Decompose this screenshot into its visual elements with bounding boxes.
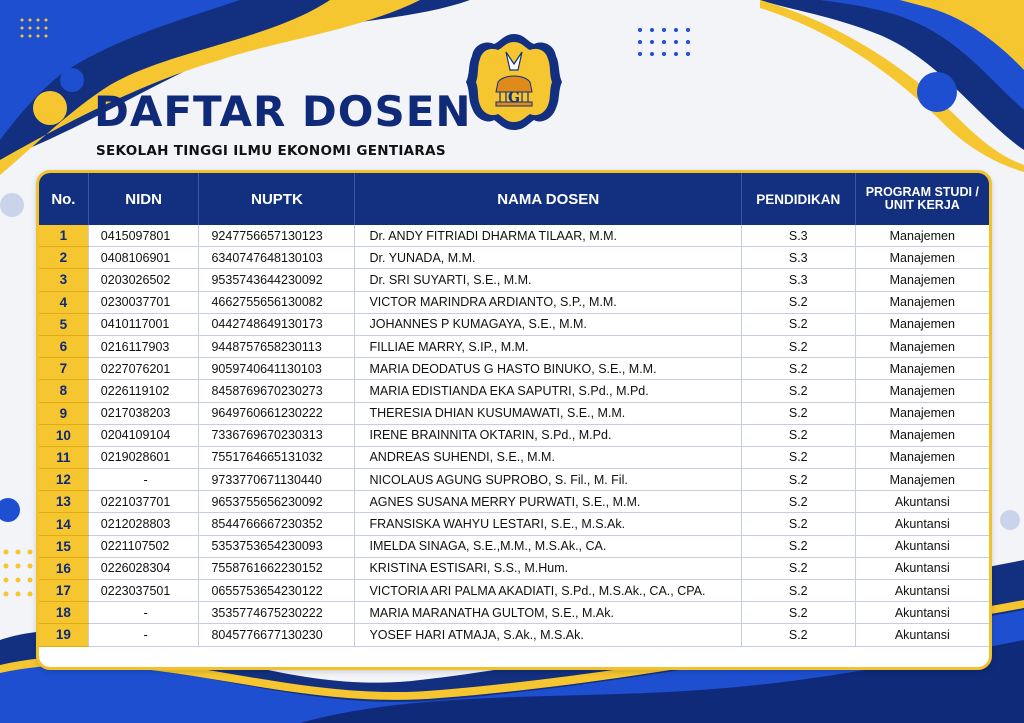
nuptk-cell: 9649760661230222 [199, 402, 355, 424]
program-cell: Manajemen [855, 358, 989, 380]
nidn-cell: - [88, 624, 199, 646]
table-row [39, 469, 989, 491]
program-cell: Akuntansi [855, 580, 989, 602]
table-row [39, 380, 989, 402]
nidn-cell: 0204109104 [88, 424, 199, 446]
row-number: 5 [39, 313, 88, 335]
table-row [39, 580, 989, 602]
name-cell: FRANSISKA WAHYU LESTARI, S.E., M.S.Ak. [355, 513, 741, 535]
nidn-cell: 0415097801 [88, 225, 199, 247]
logo-letter: G [508, 90, 520, 106]
nidn-cell: 0221107502 [88, 535, 199, 557]
table-row [39, 335, 989, 357]
column-header-nidn: NIDN [88, 173, 199, 225]
nidn-cell: 0216117903 [88, 335, 199, 357]
education-cell: S.2 [741, 358, 855, 380]
education-cell: S.2 [741, 491, 855, 513]
education-cell: S.3 [741, 269, 855, 291]
page-subtitle: SEKOLAH TINGGI ILMU EKONOMI GENTIARAS [96, 143, 446, 159]
program-cell: Manajemen [855, 225, 989, 247]
name-cell: ANDREAS SUHENDI, S.E., M.M. [355, 446, 741, 468]
table-row [39, 624, 989, 646]
program-cell: Akuntansi [855, 513, 989, 535]
page-title: DAFTAR DOSEN [94, 87, 472, 136]
program-cell: Manajemen [855, 380, 989, 402]
nuptk-cell: 4662755656130082 [199, 291, 355, 313]
name-cell: MARIA MARANATHA GULTOM, S.E., M.Ak. [355, 602, 741, 624]
row-number: 4 [39, 291, 88, 313]
nuptk-cell: 9059740641130103 [199, 358, 355, 380]
education-cell: S.2 [741, 580, 855, 602]
program-cell: Manajemen [855, 291, 989, 313]
nidn-cell: 0410117001 [88, 313, 199, 335]
program-cell: Akuntansi [855, 624, 989, 646]
education-cell: S.2 [741, 380, 855, 402]
nuptk-cell: 7558761662230152 [199, 557, 355, 579]
row-number: 17 [39, 580, 88, 602]
college-logo [462, 30, 566, 134]
program-cell: Manajemen [855, 335, 989, 357]
nuptk-cell: 0655753654230122 [199, 580, 355, 602]
program-cell: Akuntansi [855, 535, 989, 557]
education-cell: S.2 [741, 557, 855, 579]
row-number: 3 [39, 269, 88, 291]
lecturer-table [39, 173, 989, 647]
nidn-cell: 0212028803 [88, 513, 199, 535]
nidn-cell: 0227076201 [88, 358, 199, 380]
nidn-cell: 0219028601 [88, 446, 199, 468]
row-number: 18 [39, 602, 88, 624]
name-cell: Dr. SRI SUYARTI, S.E., M.M. [355, 269, 741, 291]
nidn-cell: 0221037701 [88, 491, 199, 513]
row-number: 15 [39, 535, 88, 557]
program-cell: Manajemen [855, 469, 989, 491]
table-row [39, 247, 989, 269]
nidn-cell: 0226119102 [88, 380, 199, 402]
name-cell: IMELDA SINAGA, S.E.,M.M., M.S.Ak., CA. [355, 535, 741, 557]
nuptk-cell: 8458769670230273 [199, 380, 355, 402]
nuptk-cell: 8544766667230352 [199, 513, 355, 535]
nuptk-cell: 9733770671130440 [199, 469, 355, 491]
row-number: 19 [39, 624, 88, 646]
name-cell: FILLIAE MARRY, S.IP., M.M. [355, 335, 741, 357]
name-cell: VICTORIA ARI PALMA AKADIATI, S.Pd., M.S.Ak., CA., CPA. [355, 580, 741, 602]
name-cell: Dr. ANDY FITRIADI DHARMA TILAAR, M.M. [355, 225, 741, 247]
row-number: 10 [39, 424, 88, 446]
education-cell: S.2 [741, 313, 855, 335]
table-row [39, 291, 989, 313]
name-cell: IRENE BRAINNITA OKTARIN, S.Pd., M.Pd. [355, 424, 741, 446]
name-cell: AGNES SUSANA MERRY PURWATI, S.E., M.M. [355, 491, 741, 513]
table-row [39, 424, 989, 446]
table-row [39, 535, 989, 557]
nidn-cell: 0223037501 [88, 580, 199, 602]
column-header-nuptk: NUPTK [199, 173, 355, 225]
table-row [39, 225, 989, 247]
name-cell: YOSEF HARI ATMAJA, S.Ak., M.S.Ak. [355, 624, 741, 646]
nidn-cell: 0226028304 [88, 557, 199, 579]
nuptk-cell: 6340747648130103 [199, 247, 355, 269]
education-cell: S.2 [741, 513, 855, 535]
program-cell: Manajemen [855, 269, 989, 291]
table-row [39, 602, 989, 624]
row-number: 9 [39, 402, 88, 424]
education-cell: S.2 [741, 535, 855, 557]
name-cell: JOHANNES P KUMAGAYA, S.E., M.M. [355, 313, 741, 335]
nidn-cell: 0203026502 [88, 269, 199, 291]
nuptk-cell: 9448757658230113 [199, 335, 355, 357]
education-cell: S.3 [741, 225, 855, 247]
table-body [39, 225, 989, 646]
table-row [39, 313, 989, 335]
row-number: 13 [39, 491, 88, 513]
nuptk-cell: 3535774675230222 [199, 602, 355, 624]
nuptk-cell: 8045776677130230 [199, 624, 355, 646]
row-number: 2 [39, 247, 88, 269]
program-cell: Akuntansi [855, 557, 989, 579]
name-cell: KRISTINA ESTISARI, S.S., M.Hum. [355, 557, 741, 579]
table-row [39, 446, 989, 468]
program-cell: Manajemen [855, 424, 989, 446]
education-cell: S.2 [741, 424, 855, 446]
column-header-program-studi: PROGRAM STUDI / UNIT KERJA [855, 173, 989, 225]
row-number: 16 [39, 557, 88, 579]
name-cell: VICTOR MARINDRA ARDIANTO, S.P., M.M. [355, 291, 741, 313]
row-number: 12 [39, 469, 88, 491]
nidn-cell: - [88, 469, 199, 491]
table-row [39, 491, 989, 513]
column-header-nama: NAMA DOSEN [355, 173, 741, 225]
row-number: 8 [39, 380, 88, 402]
nuptk-cell: 9247756657130123 [199, 225, 355, 247]
education-cell: S.2 [741, 291, 855, 313]
program-cell: Manajemen [855, 313, 989, 335]
nuptk-cell: 7551764665131032 [199, 446, 355, 468]
table-row [39, 513, 989, 535]
education-cell: S.2 [741, 402, 855, 424]
name-cell: Dr. YUNADA, M.M. [355, 247, 741, 269]
education-cell: S.3 [741, 247, 855, 269]
column-header-no: No. [39, 173, 88, 225]
name-cell: THERESIA DHIAN KUSUMAWATI, S.E., M.M. [355, 402, 741, 424]
nuptk-cell: 9653755656230092 [199, 491, 355, 513]
education-cell: S.2 [741, 335, 855, 357]
row-number: 14 [39, 513, 88, 535]
nuptk-cell: 7336769670230313 [199, 424, 355, 446]
program-cell: Manajemen [855, 402, 989, 424]
column-header-pendidikan: PENDIDIKAN [741, 173, 855, 225]
nidn-cell: 0217038203 [88, 402, 199, 424]
nuptk-cell: 9535743644230092 [199, 269, 355, 291]
row-number: 1 [39, 225, 88, 247]
row-number: 6 [39, 335, 88, 357]
name-cell: MARIA EDISTIANDA EKA SAPUTRI, S.Pd., M.Pd. [355, 380, 741, 402]
name-cell: NICOLAUS AGUNG SUPROBO, S. Fil., M. Fil. [355, 469, 741, 491]
table-row [39, 358, 989, 380]
nuptk-cell: 0442748649130173 [199, 313, 355, 335]
table-header-row [39, 173, 989, 225]
name-cell: MARIA DEODATUS G HASTO BINUKO, S.E., M.M. [355, 358, 741, 380]
row-number: 7 [39, 358, 88, 380]
row-number: 11 [39, 446, 88, 468]
program-cell: Akuntansi [855, 602, 989, 624]
program-cell: Akuntansi [855, 491, 989, 513]
nidn-cell: 0230037701 [88, 291, 199, 313]
program-cell: Manajemen [855, 247, 989, 269]
education-cell: S.2 [741, 446, 855, 468]
education-cell: S.2 [741, 602, 855, 624]
nidn-cell: - [88, 602, 199, 624]
lecturer-table-frame [36, 170, 992, 670]
table-row [39, 402, 989, 424]
nuptk-cell: 5353753654230093 [199, 535, 355, 557]
table-row [39, 557, 989, 579]
education-cell: S.2 [741, 469, 855, 491]
education-cell: S.2 [741, 624, 855, 646]
table-row [39, 269, 989, 291]
nidn-cell: 0408106901 [88, 247, 199, 269]
program-cell: Manajemen [855, 446, 989, 468]
